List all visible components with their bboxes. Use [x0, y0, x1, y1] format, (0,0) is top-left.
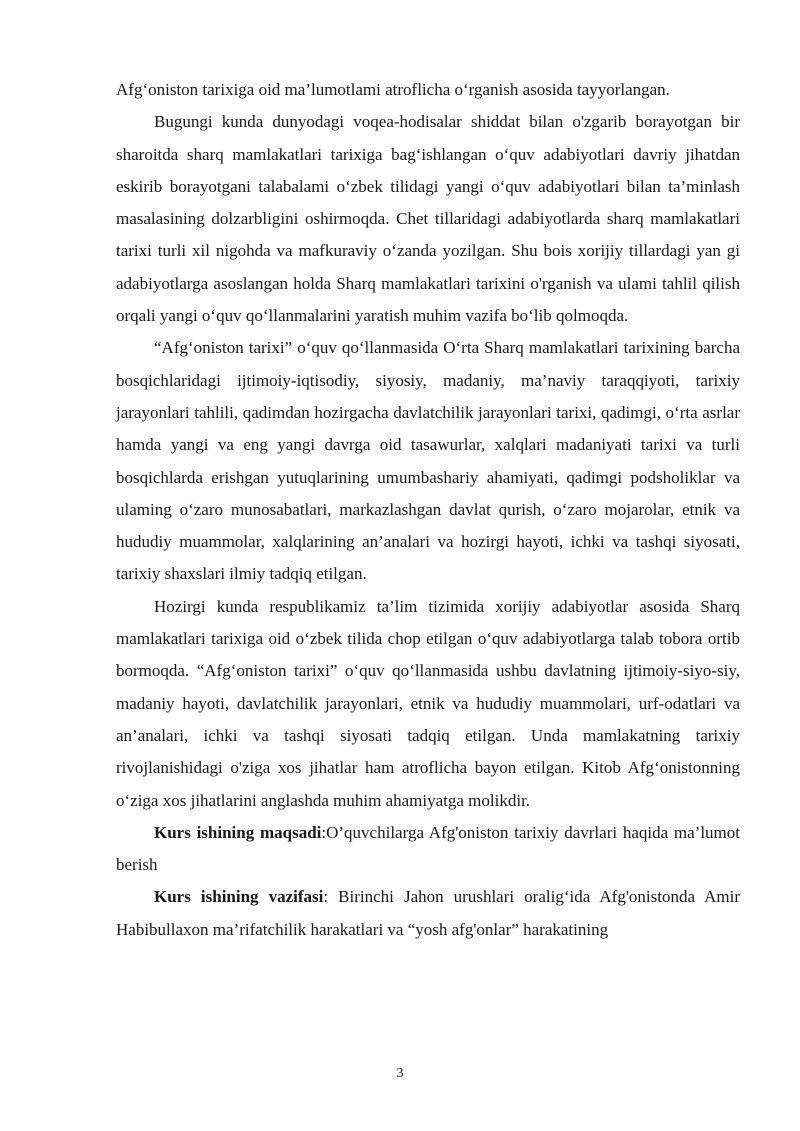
paragraph-2 — [116, 106, 740, 332]
paragraph-course-tasks — [116, 881, 740, 946]
paragraph-3 — [116, 332, 740, 590]
course-goal-heading: Kurs ishining maqsadi — [154, 822, 322, 842]
paragraph-course-goal — [116, 817, 740, 882]
page-number: 3 — [396, 1066, 404, 1081]
paragraph-4 — [116, 591, 740, 817]
paragraph-4-text: Hozirgi kunda respublikamiz ta’lim tizimida xorijiy adabiyotlar asosida Sharq mamlakatlari tarixiga oid o‘zbek tilida chop etilgan o‘quv adabiyotlarga talab tobora ortib bormoqda. “Afg‘oniston tarixi” o‘quv qo‘llanmasida ushbu davlatning ijtimoiy-siyo-siy, madaniy hayoti, davlatchilik jarayonlari, etnik va hududiy muammolari, urf-odatlari va an’analari, ichki va tashqi siyosati tadqiq etilgan. Unda mamlakatning tarixiy rivojlanishidagi o'ziga xos jihatlar ham atroflicha bayon etilgan. Kitob Afg‘onistonning o‘ziga xos jihatlarini anglashda muhim ahamiyatga molikdir. — [116, 596, 740, 810]
course-tasks-text: : Birinchi Jahon urushlari oralig‘ida Afg'onistonda Amir Habibullaxon ma’rifatchilik harakatlari va “yosh afg'onlar” harakatining — [116, 887, 740, 939]
paragraph-2-text: Bugungi kunda dunyodagi voqea-hodisalar shiddat bilan o'zgarib borayotgan bir sharoitda sharq mamlakatlari tarixiga bag‘ishlangan o‘quv adabiyotlari davriy jihatdan eskirib borayotgani talabalami o‘zbek tilidagi yangi o‘quv adabiyotlari bilan ta’minlash masalasining dolzarbligini oshirmoqda. Chet tillaridagi adabiyotlarda sharq mamlakatlari tarixi turli xil nigohda va mafkuraviy o‘zanda yozilgan. Shu bois xorijiy tillardagi yan gi adabiyotlarga asoslangan holda Sharq mamlakatlari tarixini o'rganish va ulami tahlil qilish orqali yangi o‘quv qo‘llanmalarini yaratish muhim vazifa bo‘lib qolmoqda. — [116, 112, 740, 326]
course-tasks-heading: Kurs ishining vazifasi — [154, 887, 324, 907]
document-body — [116, 74, 740, 946]
paragraph-3-text: “Afg‘oniston tarixi” o‘quv qo‘llanmasida O‘rta Sharq mamlakatlari tarixining barcha bosqichlaridagi ijtimoiy-iqtisodiy, siyosiy, madaniy, ma’naviy taraqqiyoti, tarixiy jarayonlari tahlili, qadimdan hozirgacha davlatchilik jarayonlari tarixi, qadimgi, o‘rta asrlar hamda yangi va eng yangi davrga oid tasawurlar, xalqlari madaniyati tarixi va turli bosqichlarda erishgan yutuqlarining umumbashariy ahamiyati, qadimgi podsholiklar va ulaming o‘zaro munosabatlari, markazlashgan davlat qurish, o‘zaro mojarolar, etnik va hududiy muammolar, xalqlarining an’analari va hozirgi hayoti, ichki va tashqi siyosati, tarixiy shaxslari ilmiy tadqiq etilgan. — [116, 338, 740, 584]
paragraph-1-text: Afg‘oniston tarixiga oid ma’lumotlami atroflicha o‘rganish asosida tayyorlangan. — [116, 80, 670, 99]
course-goal-text: :O’quvchilarga Afg'oniston tarixiy davrlari haqida ma’lumot berish — [116, 822, 740, 875]
paragraph-1 — [116, 74, 740, 106]
